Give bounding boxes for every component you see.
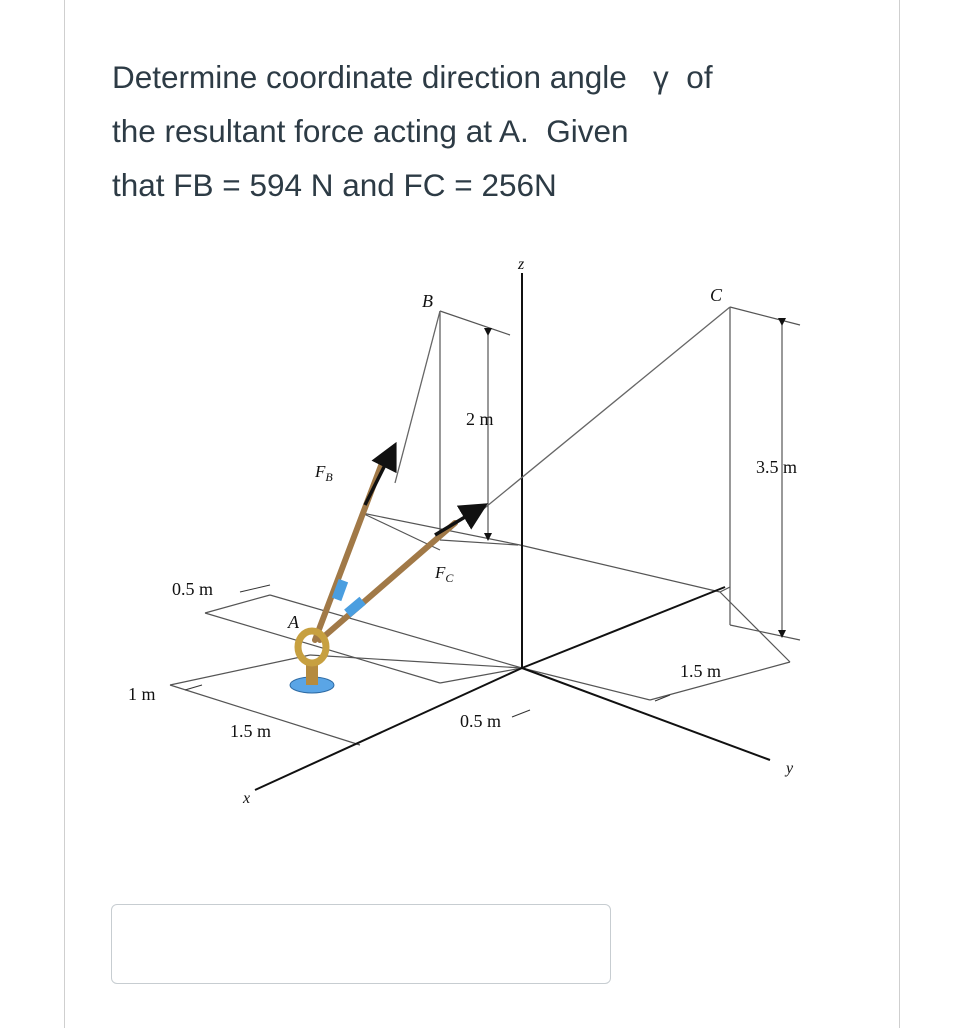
dim-0-5m-bottom-label: 0.5 m [460,711,502,731]
question-line-1: Determine coordinate direction angle γ of [112,59,713,95]
dim-2m-label: 2 m [466,409,494,429]
point-b-label: B [422,291,433,311]
question-text [112,50,832,212]
axis-y-label: y [786,760,794,777]
question-line-2: the resultant force acting at A. Given [112,113,629,149]
force-vectors [315,445,485,640]
eye-bolt-a [290,631,334,693]
force-fc-arrow [435,505,485,535]
cable-ac [470,307,730,520]
y-axis [522,668,770,760]
dim-1-5m-bottom-label: 1.5 m [230,721,272,741]
diagram-labels [128,256,797,807]
force-fc-label: $F_C$ [435,563,454,585]
answer-input[interactable] [111,904,611,984]
point-c-label: C [710,285,723,305]
dimension-lines [185,325,782,717]
cable-ab [395,311,440,483]
force-diagram [110,245,840,815]
dim-0-5m-left-label: 0.5 m [172,579,214,599]
dim-1m-label: 1 m [128,684,156,704]
question-line-3: that FB = 594 N and FC = 256N [112,167,557,203]
axes [255,273,770,790]
force-fb-label: $F_B$ [315,462,333,484]
force-fb-arrow [365,445,395,505]
cables [395,307,730,520]
dim-1-5m-right-label: 1.5 m [680,661,722,681]
point-a-label: A [288,612,299,632]
axis-z-label: z [518,256,525,273]
dim-3-5m-label: 3.5 m [756,457,798,477]
axis-x-label: x [243,790,251,807]
